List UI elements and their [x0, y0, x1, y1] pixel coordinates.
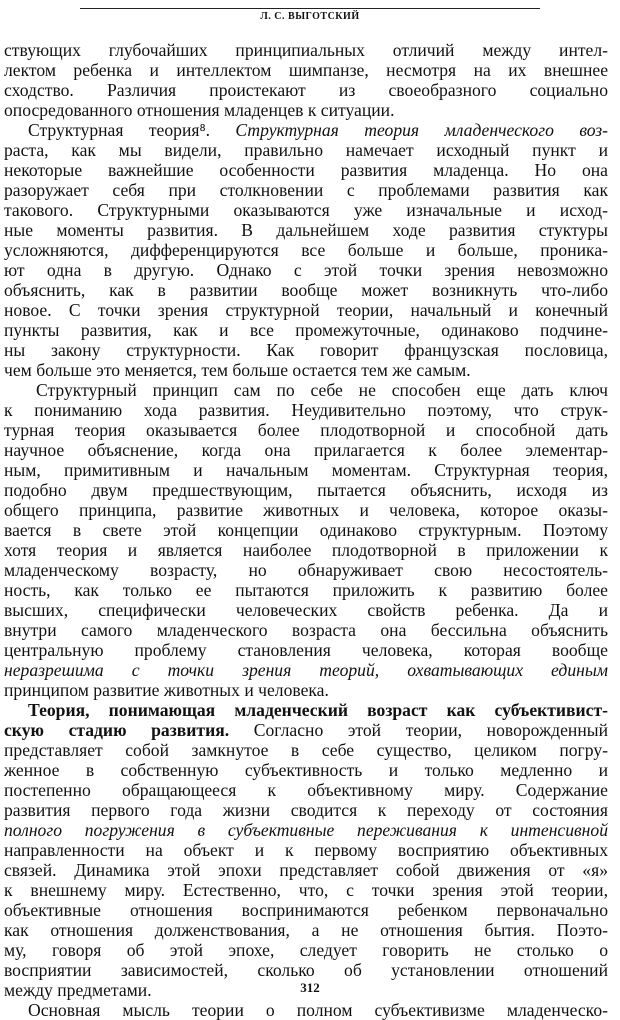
page-number: 312	[300, 980, 320, 995]
text-line: женное в собственную субъективность и только медленно и	[4, 760, 608, 780]
header-rule	[80, 8, 540, 9]
text-line: ют одна в другую. Однако с этой точки зрения невозможно	[4, 260, 608, 280]
text-line: пункты развития, как и все промежуточные, одинаково подчине-	[4, 320, 608, 340]
text-line: общего принципа, развитие животных и человека, которое оказы-	[4, 500, 608, 520]
text-line: между предметами.	[4, 980, 152, 1000]
text-line	[4, 700, 608, 720]
text-line: вается в свете этой концепции одинаково структурным. Поэтому	[4, 520, 608, 540]
text-line: сходство. Различия проистекают из своеобразного социально	[4, 80, 608, 100]
text-line: связей. Динамика этой эпохи представляет собой движения от «я»	[4, 860, 608, 880]
body-text	[4, 40, 608, 1020]
text-line: некоторые важнейшие особенности развития младенца. Но она	[4, 160, 608, 180]
running-head: Л. С. ВЫГОТСКИЙ	[260, 11, 360, 22]
text-line: чем больше это меняется, тем больше остается тем же самым.	[4, 360, 471, 380]
text-line: лектом ребенка и интеллектом шимпанзе, несмотря на их внешнее	[4, 60, 608, 80]
text-line: ным, примитивным и начальным моментам. Структурная теория,	[4, 460, 608, 480]
text-line: такового. Структурными оказываются уже изначальные и исход-	[4, 200, 608, 220]
text-line: направленности на объект и к первому восприятию объективных	[4, 840, 608, 860]
text-line: объективные отношения воспринимаются ребенком первоначально	[4, 900, 608, 920]
text-line: скую стадию развития. Согласно этой теории, новорожденный	[4, 720, 608, 740]
text-line	[4, 820, 608, 840]
emphasis: неразрешима с точки зрения теорий, охватывающих единым	[4, 660, 608, 680]
text-line	[4, 660, 608, 680]
text-line: раста, как мы видели, правильно намечает исходный пункт и	[4, 140, 608, 160]
text-line: как отношения долженствования, а не отношения бытия. Поэто-	[4, 920, 608, 940]
text-line: научное объяснение, когда она прилагается к более элементар-	[4, 440, 608, 460]
text-line: ствующих глубочайших принципиальных отличий между интел-	[4, 40, 608, 60]
text-line: центральную проблему становления человека, которая вообще	[4, 640, 608, 660]
emphasis: скую стадию развития.	[4, 720, 230, 740]
text-line: Структурная теория⁸. Структурная теория младенческого воз-	[28, 120, 608, 140]
text-line: восприятии зависимостей, сколько об установлении отношений	[4, 960, 608, 980]
text-line: младенческому возрасту, но обнаруживает свою несостоятель-	[4, 560, 608, 580]
emphasis: Теория, понимающая младенческий возраст как субъективист-	[28, 700, 608, 720]
text-line: подобно двум предшествующим, пытается объяснить, исходя из	[4, 480, 608, 500]
text-line: к пониманию хода развития. Неудивительно поэтому, что струк-	[4, 400, 608, 420]
text-line: внутри самого младенческого возраста она бессильна объяснить	[4, 620, 608, 640]
text-line: опосредованного отношения младенцев к ситуации.	[4, 100, 395, 120]
text-line: турная теория оказывается более плодотворной и способной дать	[4, 420, 608, 440]
text-line: Структурный принцип сам по себе не способен еще дать ключ	[36, 380, 608, 400]
emphasis: Структурная теория младенческого воз-	[210, 120, 608, 140]
text-line: му, говоря об этой эпохе, следует говорить не столько о	[4, 940, 608, 960]
text-line: объяснить, как в развитии вообще может возникнуть что-либо	[4, 280, 608, 300]
text-line: представляет собой замкнутое в себе существо, целиком погру-	[4, 740, 608, 760]
text-line: развития первого года жизни сводится к переходу от состояния	[4, 800, 608, 820]
text-line: высших, специфически человеческих свойств ребенка. Да и	[4, 600, 608, 620]
text-line: Основная мысль теории о полном субъективизме младенческо-	[28, 1000, 608, 1020]
text-line: ность, как только ее пытаются приложить к развитию более	[4, 580, 608, 600]
text-line: принципом развитие животных и человека.	[4, 680, 329, 700]
text-line: хотя теория и является наиболее плодотворной в приложении к	[4, 540, 608, 560]
text-line: разоружает себя при столкновении с проблемами развития как	[4, 180, 608, 200]
emphasis: полного погружения в субъективные переживания к интенсивной	[4, 820, 608, 840]
text-line: ные моменты развития. В дальнейшем ходе развития стуктуры	[4, 220, 608, 240]
text-line: ны закону структурности. Как говорит французская пословица,	[4, 340, 608, 360]
text-line: новое. С точки зрения структурной теории, начальный и конечный	[4, 300, 608, 320]
text-line: усложняются, дифференцируются все больше и больше, проника-	[4, 240, 608, 260]
text-line: к внешнему миру. Естественно, что, с точки зрения этой теории,	[4, 880, 608, 900]
text-line: постепенно обращающееся к объективному миру. Содержание	[4, 780, 608, 800]
